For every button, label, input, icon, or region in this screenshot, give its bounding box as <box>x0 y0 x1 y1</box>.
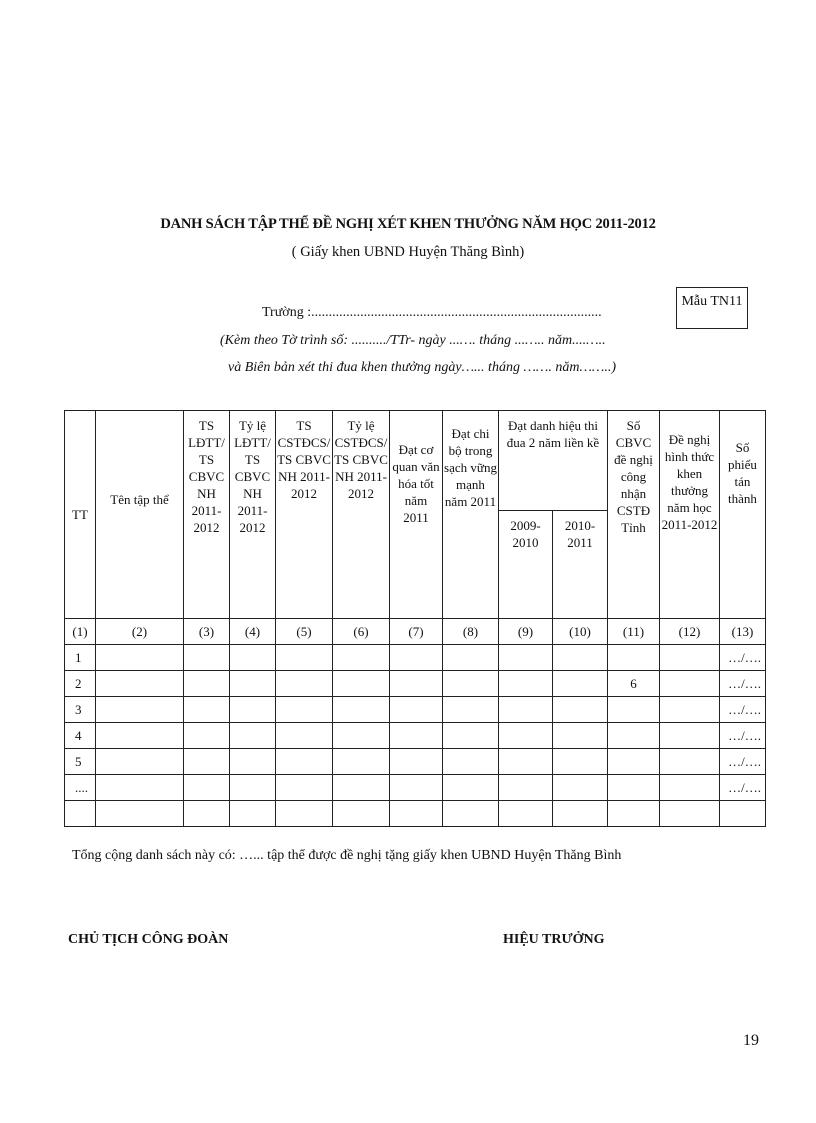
approval-votes: …/…. <box>720 697 766 723</box>
row-number: 4 <box>65 723 96 749</box>
school-line: Trường :................................................................................... <box>262 305 602 320</box>
header-c6: Tỷ lệ CSTĐCS/ TS CBVC NH 2011-2012 <box>333 411 390 619</box>
row-number: 3 <box>65 697 96 723</box>
approval-votes: …/…. <box>720 723 766 749</box>
document-title: DANH SÁCH TẬP THỂ ĐỀ NGHỊ XÉT KHEN THƯỞNG NĂM HỌC 2011-2012 <box>160 216 656 232</box>
table-row <box>65 671 766 697</box>
cbvc-count: 6 <box>608 671 660 697</box>
header-c7: Đạt cơ quan văn hóa tốt năm 2011 <box>390 411 443 619</box>
column-number: (11) <box>608 619 660 645</box>
approval-votes: …/…. <box>720 645 766 671</box>
column-number: (6) <box>333 619 390 645</box>
header-c9: 2009-2010 <box>499 511 553 619</box>
approval-votes: …/…. <box>720 671 766 697</box>
column-number: (13) <box>720 619 766 645</box>
header-group-c9-c10: Đạt danh hiệu thi đua 2 năm liền kề <box>499 411 608 511</box>
header-c8: Đạt chi bộ trong sạch vững mạnh năm 2011 <box>443 411 499 619</box>
column-number: (2) <box>96 619 184 645</box>
row-number: 1 <box>65 645 96 671</box>
table-row <box>65 801 766 827</box>
column-number: (1) <box>65 619 96 645</box>
cbvc-count <box>608 723 660 749</box>
cbvc-count <box>608 801 660 827</box>
cbvc-count <box>608 697 660 723</box>
cbvc-count <box>608 775 660 801</box>
attachment-line-2: và Biên bản xét thi đua khen thưởng ngày…... tháng ……. năm……..) <box>228 360 617 375</box>
header-c10: 2010-2011 <box>553 511 608 619</box>
table-row <box>65 749 766 775</box>
header-c5: TS CSTĐCS/ TS CBVC NH 2011-2012 <box>276 411 333 619</box>
header-c3: TS LĐTT/ TS CBVC NH 2011-2012 <box>184 411 230 619</box>
attachment-line-1: (Kèm theo Tờ trình số: ........../TTr- ngày ...…. tháng ...….. năm....….. <box>220 333 606 348</box>
header-c11: Số CBVC đề nghị công nhận CSTĐ Tỉnh <box>608 411 660 619</box>
cbvc-count <box>608 645 660 671</box>
header-c12: Đề nghị hình thức khen thưởng năm học 2011-2012 <box>660 411 720 619</box>
approval-votes <box>720 801 766 827</box>
page-number: 19 <box>743 1032 759 1049</box>
row-number: 2 <box>65 671 96 697</box>
approval-votes: …/…. <box>720 775 766 801</box>
header-c13: Số phiếu tán thành <box>720 411 766 619</box>
row-number: 5 <box>65 749 96 775</box>
header-name: Tên tập thể <box>96 411 184 619</box>
column-number-row <box>65 619 766 645</box>
column-number: (3) <box>184 619 230 645</box>
cbvc-count <box>608 749 660 775</box>
row-number <box>65 801 96 827</box>
summary-line: Tổng cộng danh sách này có: …... tập thể được đề nghị tặng giấy khen UBND Huyện Thăng Bình <box>72 848 622 863</box>
document-subtitle: ( Giấy khen UBND Huyện Thăng Bình) <box>291 244 525 260</box>
column-number: (7) <box>390 619 443 645</box>
column-number: (4) <box>230 619 276 645</box>
form-code-box: Mẫu TN11 <box>676 287 748 329</box>
award-list-table <box>64 410 766 827</box>
column-number: (12) <box>660 619 720 645</box>
table-row <box>65 775 766 801</box>
signature-union-chair: CHỦ TỊCH CÔNG ĐOÀN <box>68 932 229 947</box>
column-number: (5) <box>276 619 333 645</box>
table-row <box>65 697 766 723</box>
row-number: .... <box>65 775 96 801</box>
column-number: (8) <box>443 619 499 645</box>
table-row <box>65 723 766 749</box>
header-c4: Tỷ lệ LĐTT/ TS CBVC NH 2011-2012 <box>230 411 276 619</box>
header-tt: TT <box>65 411 96 619</box>
table-row <box>65 645 766 671</box>
column-number: (10) <box>553 619 608 645</box>
column-number: (9) <box>499 619 553 645</box>
signature-principal: HIỆU TRƯỞNG <box>503 932 605 947</box>
approval-votes: …/…. <box>720 749 766 775</box>
